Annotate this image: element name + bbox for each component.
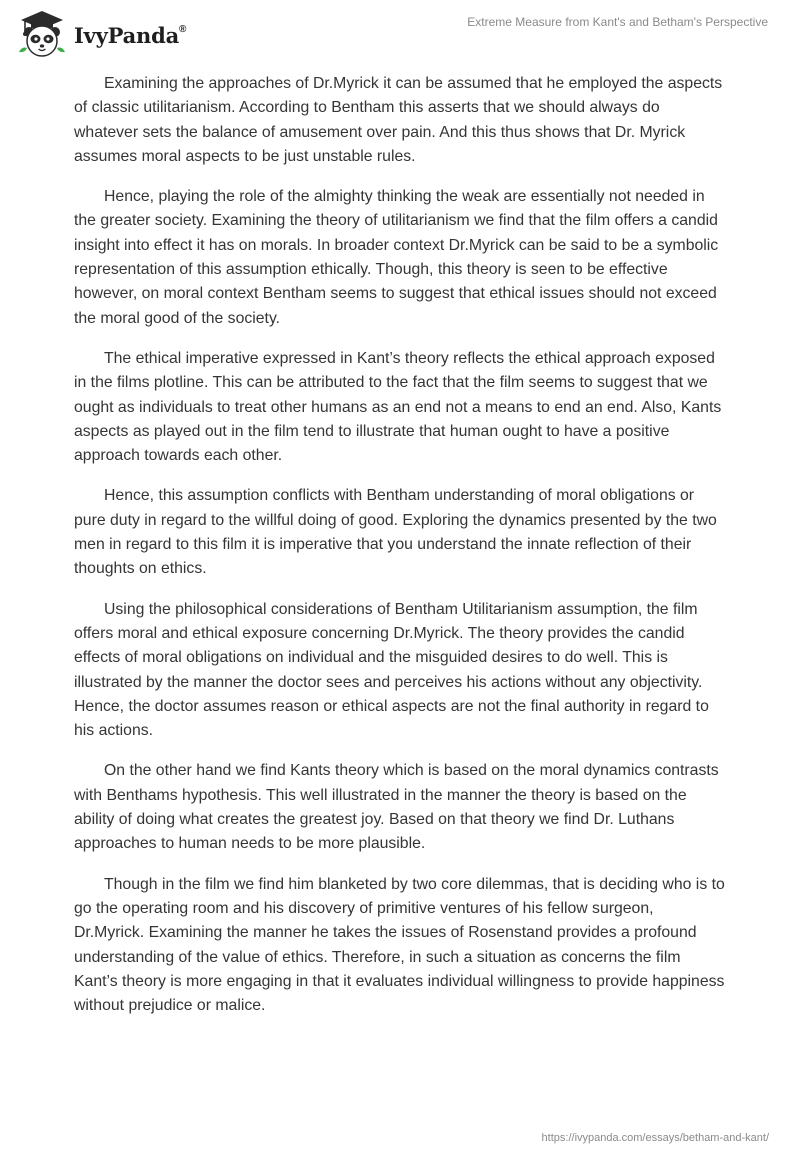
paragraph: Though in the film we find him blanketed by two core dilemmas, that is deciding who is to go the operating room and his discovery of primitive ventures of his fellow surgeon, Dr.Myrick. Examining the manner he takes the issues of Rosenstand provides a profound understanding of the value of ethics. Therefore, in such a situation as concerns the film Kant’s theory is more engaging in that it evaluates individual willingness to provide happiness without prejudice or malice. — [74, 875, 725, 1015]
source-url[interactable]: https://ivypanda.com/essays/betham-and-kant/ — [541, 1132, 769, 1144]
registered-mark: ® — [179, 23, 187, 35]
logo-text — [74, 23, 186, 48]
document-title: Extreme Measure from Kant's and Betham's Perspective — [467, 15, 768, 29]
panda-graduate-icon — [16, 8, 68, 60]
paragraph: Hence, playing the role of the almighty thinking the weak are essentially not needed in the greater society. Examining the theory of utilitarianism we find that the film offers a candid insight into effect it has on morals. In broader context Dr.Myrick can be said to be a symbolic representation of this assumption ethically. Though, this theory is seen to be effective however, on moral context Bentham seems to suggest that ethical issues should not exceed the moral good of the society. — [74, 188, 719, 327]
paragraph: Using the philosophical considerations of Bentham Utilitarianism assumption, the film offers moral and ethical exposure concerning Dr.Myrick. The theory provides the candid effects of moral obligations on individual and the misguided desires to do well. This is illustrated by the manner the doctor sees and perceives his actions without any objectivity. Hence, the doctor assumes reason or ethical aspects are not the final authority in regard to his actions. — [74, 600, 709, 740]
essay-body — [74, 72, 726, 1034]
ivypanda-logo[interactable] — [16, 8, 186, 60]
paragraph: Examining the approaches of Dr.Myrick it can be assumed that he employed the aspects of classic utilitarianism. According to Bentham this asserts that we should always do whatever sets the balance of amusement over pain. And this thus shows that Dr. Myrick assumes moral aspects to be just unstable rules. — [74, 75, 723, 165]
paragraph: Hence, this assumption conflicts with Bentham understanding of moral obligations or pure duty in regard to the willful doing of good. Exploring the dynamics presented by the two men in regard to this film it is imperative that you understand the innate reflection of their thoughts on ethics. — [74, 487, 717, 578]
page-header — [0, 0, 800, 70]
paragraph: On the other hand we find Kants theory which is based on the moral dynamics contrasts with Benthams hypothesis. This well illustrated in the manner the theory is based on the ability of doing what creates the greatest joy. Based on that theory we find Dr. Luthans approaches to human needs to be more plausible. — [74, 762, 719, 853]
paragraph: The ethical imperative expressed in Kant’s theory reflects the ethical approach exposed in the films plotline. This can be attributed to the fact that the film seems to suggest that we ought as individuals to treat other humans as an end not a means to end an end. Also, Kants aspects as played out in the film tend to illustrate that human ought to have a positive approach towards each other. — [74, 349, 722, 465]
logo-wordmark: IvyPanda — [74, 22, 180, 48]
